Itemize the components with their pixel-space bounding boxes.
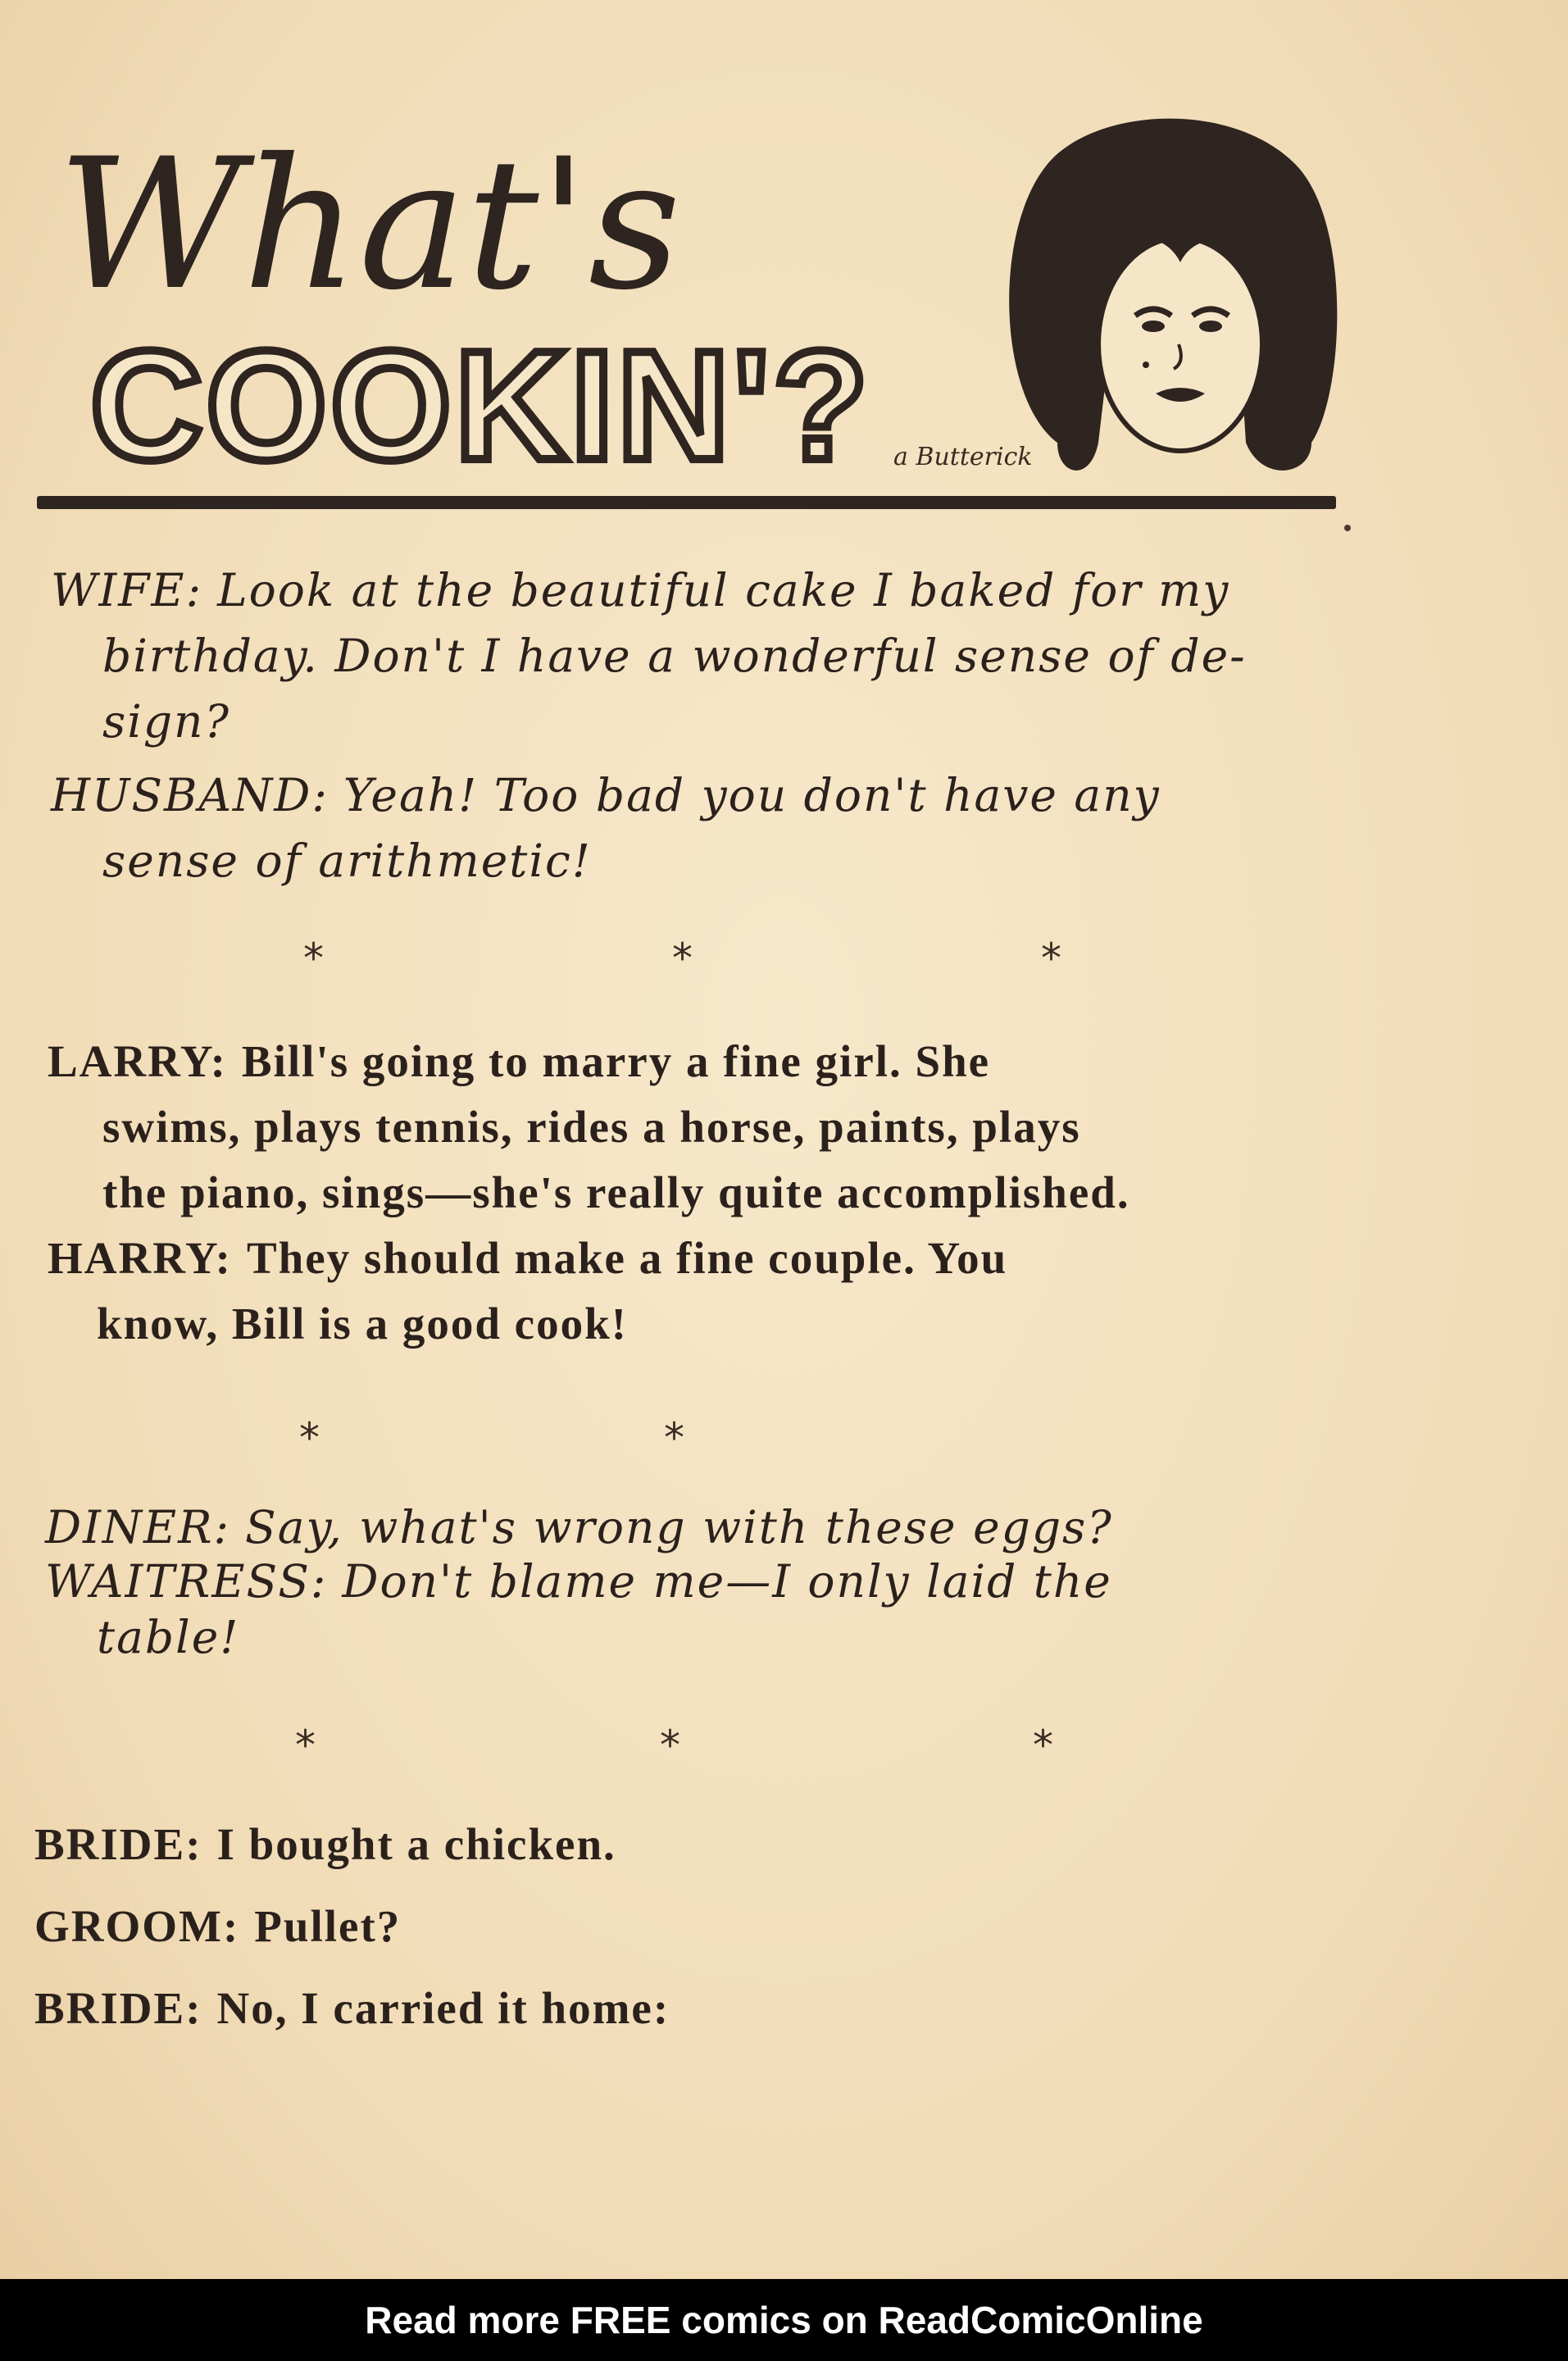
separator-star: * <box>672 935 693 982</box>
woman-face-illustration <box>1009 119 1337 471</box>
separator-stars <box>0 935 1568 984</box>
speaker-label: DINER: <box>45 1501 231 1554</box>
line-text: sign? <box>102 695 230 748</box>
line-text: No, I carried it home: <box>216 1983 670 2033</box>
speaker-label: GROOM: <box>34 1901 240 1951</box>
dialogue-line <box>102 689 1568 754</box>
dialogue-line <box>51 557 1568 623</box>
speaker-label: HARRY: <box>48 1233 232 1283</box>
line-text: Pullet? <box>254 1901 402 1951</box>
dialogue-line <box>51 762 1568 828</box>
line-text: Say, what's wrong with these eggs? <box>245 1501 1113 1554</box>
footer-banner[interactable] <box>0 2279 1568 2361</box>
header-rule <box>37 496 1336 509</box>
line-text: Look at the beautiful cake I baked for my <box>217 564 1230 616</box>
line-text: Don't blame me—I only laid the <box>342 1555 1112 1608</box>
dialogue-line <box>34 1886 1568 1968</box>
logo-block-text: COOKIN'? <box>90 319 872 493</box>
whats-cookin-logo <box>33 98 1344 525</box>
separator-star: * <box>664 1414 684 1462</box>
line-text: I bought a chicken. <box>216 1819 616 1869</box>
footer-text[interactable]: Read more FREE comics on ReadComicOnline <box>365 2299 1203 2341</box>
ink-speck <box>1344 525 1351 531</box>
joke-4 <box>0 1804 1568 2049</box>
dialogue-line <box>102 828 1568 894</box>
separator-star: * <box>299 1414 320 1462</box>
dialogue-line <box>102 1094 1568 1160</box>
speaker-label: BRIDE: <box>34 1819 202 1869</box>
separator-stars <box>0 1414 1568 1463</box>
separator-stars <box>0 1722 1568 1771</box>
dialogue-line <box>97 1608 1568 1666</box>
dialogue-line <box>45 1554 1568 1608</box>
line-text: swims, plays tennis, rides a horse, paints, plays <box>102 1102 1081 1152</box>
separator-star: * <box>295 1722 316 1769</box>
artist-signature: a Butterick <box>893 443 1033 471</box>
line-text: know, Bill is a good cook! <box>97 1299 628 1349</box>
speaker-label: WIFE: <box>51 564 203 616</box>
dialogue-line <box>102 623 1568 689</box>
line-text: sense of arithmetic! <box>102 835 592 887</box>
line-text: Bill's going to marry a fine girl. She <box>241 1036 991 1086</box>
speaker-label: HUSBAND: <box>51 769 329 821</box>
speaker-label: WAITRESS: <box>45 1555 328 1608</box>
line-text: the piano, sings—she's really quite accomplished. <box>102 1167 1130 1217</box>
joke-3 <box>0 1500 1568 1666</box>
dialogue-line <box>48 1029 1568 1094</box>
line-text: Yeah! Too bad you don't have any <box>343 769 1161 821</box>
line-text: birthday. Don't I have a wonderful sense of de- <box>102 630 1247 682</box>
speaker-label: LARRY: <box>48 1036 227 1086</box>
dialogue-line <box>48 1226 1568 1291</box>
dialogue-line <box>34 1804 1568 1886</box>
joke-2 <box>0 1029 1568 1357</box>
dialogue-line <box>45 1500 1568 1554</box>
logo-script-text: What's <box>57 120 681 330</box>
speaker-label: BRIDE: <box>34 1983 202 2033</box>
separator-star: * <box>1041 935 1061 982</box>
whats-cookin-header <box>33 98 1344 525</box>
line-text: table! <box>97 1611 240 1663</box>
dialogue-line <box>97 1291 1568 1357</box>
dialogue-line <box>34 1968 1568 2049</box>
separator-star: * <box>303 935 324 982</box>
separator-star: * <box>1033 1722 1053 1769</box>
separator-star: * <box>660 1722 680 1769</box>
line-text: They should make a fine couple. You <box>247 1233 1008 1283</box>
dialogue-line <box>102 1160 1568 1226</box>
joke-1 <box>0 557 1568 894</box>
